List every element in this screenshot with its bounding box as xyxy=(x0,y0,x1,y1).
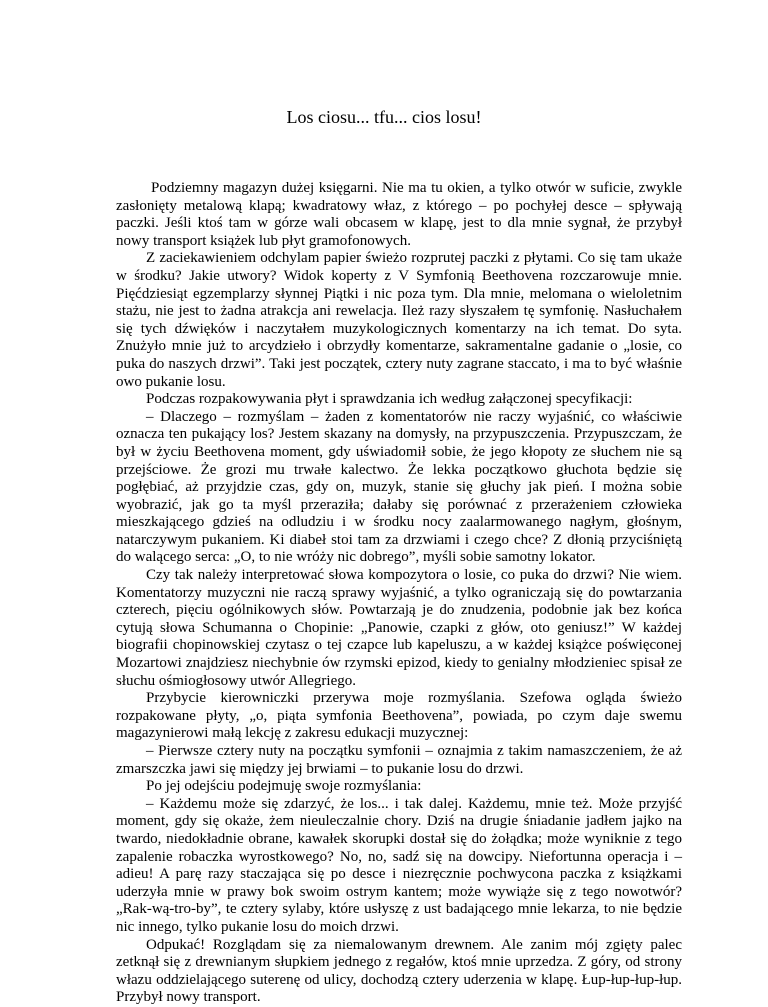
paragraph: Podczas rozpakowywania płyt i sprawdzania ich według załączonej specyfikacji: xyxy=(146,391,633,408)
paragraph: Po jej odejściu podejmuję swoje rozmyślania: xyxy=(146,778,422,795)
paragraph: Z zaciekawieniem odchylam papier świeżo rozprutej paczki z płytami. Co się tam ukaże w środku? Jakie utwory? Widok koperty z V Symfonią Beethovena rozczarowuje mnie. Pięćdziesiąt egzemplarzy słynnej Piątki i nic poza tym. Dla mnie, melomana o wieloletnim stażu, nie jest to żadna atrakcja ani rewelacja. Ileż razy słyszałem tę symfonię. Nasłuchałem się tych dźwięków i naczytałem muzykologicznych komentarzy na ich temat. Do syta. Znużyło mnie już to arcydzieło i obrzydły komentarze, sakramentalne gadanie o „losie, co puka do naszych drzwi”. Taki jest początek, cztery nuty zagrane staccato, i ma to być właśnie owo pukanie losu. xyxy=(116,250,682,390)
paragraph: – Pierwsze cztery nuty na początku symfonii – oznajmia z takim namaszczeniem, że aż zmarszczka jawi się między jej brwiami – to pukanie losu do drzwi. xyxy=(116,743,682,777)
paragraph: Przybycie kierowniczki przerywa moje rozmyślania. Szefowa ogląda świeżo rozpakowane płyty, „o, piąta symfonia Beethovena”, powiada, po czym daje swemu magazynierowi małą lekcję z zakresu edukacji muzycznej: xyxy=(116,690,682,742)
paragraph: Odpukać! Rozglądam się za niemalowanym drewnem. Ale zanim mój zgięty palec zetknął się z drewnianym słupkiem jednego z regałów, ktoś mnie uprzedza. Z góry, od strony włazu oddzielającego suterenę od ulicy, dochodzą cztery uderzenia w klapę. Łup-łup-łup-łup. Przybył nowy transport. xyxy=(116,936,682,1006)
document-body xyxy=(116,180,682,1007)
paragraph: Podziemny magazyn dużej księgarni. Nie ma tu okien, a tylko otwór w suficie, zwykle zasłonięty metalową klapą; kwadratowy właz, z którego – po pochyłej desce – spływają paczki. Jeśli ktoś tam w górze wali obcasem w klapę, jest to dla mnie sygnał, że przybył nowy transport książek lub płyt gramofonowych. xyxy=(116,180,682,249)
document-title: Los ciosu... tfu... cios losu! xyxy=(286,107,482,127)
paragraph: Czy tak należy interpretować słowa kompozytora o losie, co puka do drzwi? Nie wiem. Komentatorzy muzyczni nie raczą sprawy wyjaśnić, a tylko ograniczają się do powtarzania czterech, pięciu ogólnikowych słów. Powtarzają je do znudzenia, podobnie jak bez końca cytują słowa Schumanna o Chopinie: „Panowie, czapki z głów, oto geniusz!” W każdej biografii chopinowskiej czytasz o tej czapce lub kapeluszu, a w każdej książce poświęconej Mozartowi znajdziesz niechybnie ów rzymski epizod, kiedy to genialny młodzieniec spisał ze słuchu ośmiogłosowy utwór Allegriego. xyxy=(116,567,682,689)
paragraph: – Dlaczego – rozmyślam – żaden z komentatorów nie raczy wyjaśnić, co właściwie oznacza ten pukający los? Jestem skazany na domysły, na przypuszczenia. Przypuszczam, że był w życiu Beethovena moment, gdy uświadomił sobie, że jego kłopoty ze słuchem nie są przejściowe. Że grozi mu trwałe kalectwo. Że lekka początkowo głuchota będzie się pogłębiać, aż przyjdzie czas, gdy on, muzyk, stanie się głuchy jak pień. I można sobie wyobrazić, jak go ta myśl przeraziła; dałaby się porównać z przerażeniem człowieka mieszkającego gdzieś na odludziu i w środku nocy zaalarmowanego nagłym, głośnym, natarczywym pukaniem. Ki diabeł stoi tam za drzwiami i czego chce? Z dłonią przyciśniętą do walącego serca: „O, to nie wróży nic dobrego”, myśli sobie samotny lokator. xyxy=(116,408,682,566)
paragraph: – Każdemu może się zdarzyć, że los... i tak dalej. Każdemu, mnie też. Może przyjść moment, gdy się okaże, żem nieuleczalnie chory. Dziś na drugie śniadanie jadłem jajko na twardo, niedokładnie obrane, kawałek skorupki dostał się do żołądka; może wyniknie z tego zapalenie robaczka wyrostkowego? No, no, sadź się na dowcipy. Niefortunna operacja i – adieu! A parę razy staczająca się po desce i niezręcznie pochwycona paczka z książkami uderzyła mnie w prawy bok swoim ostrym kantem; może wywiąże się z tego nowotwór? „Rak-wą-tro-by”, te cztery sylaby, które usłyszę z ust badającego mnie lekarza, to nie będzie nic innego, tylko pukanie losu do moich drzwi. xyxy=(116,795,682,935)
